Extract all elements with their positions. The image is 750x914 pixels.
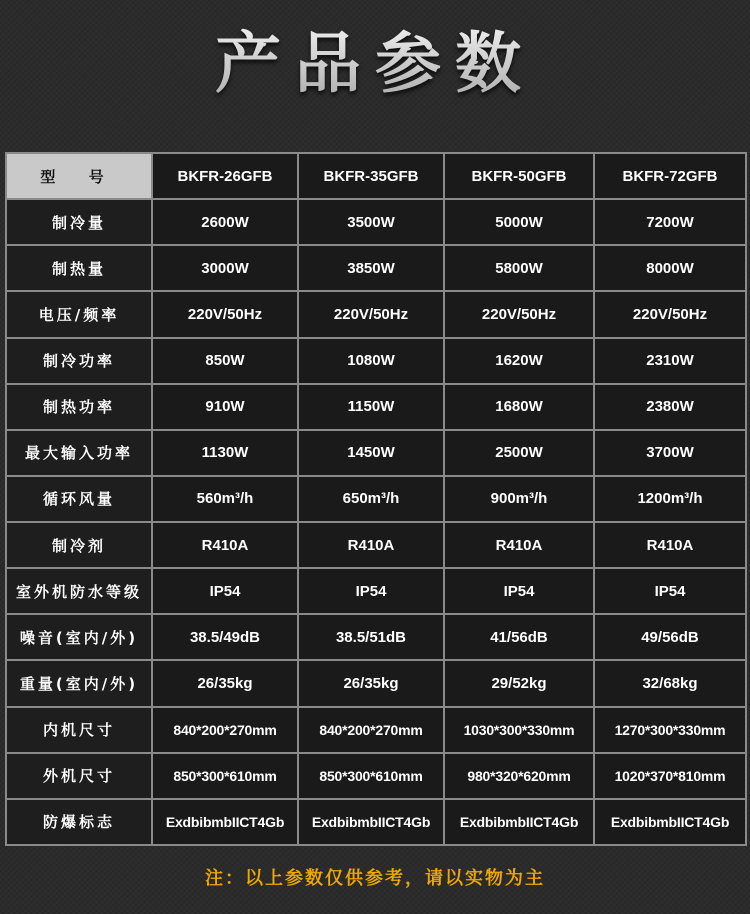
table-cell: IP54 [152,568,298,614]
table-row [6,660,746,706]
table-row [6,430,746,476]
table-header-row [6,153,746,199]
table-cell: IP54 [444,568,594,614]
table-cell: 840*200*270mm [152,707,298,753]
table-cell: 560m³/h [152,476,298,522]
model-name: BKFR-35GFB [298,153,444,199]
table-cell: 5800W [444,245,594,291]
table-cell: 1450W [298,430,444,476]
table-cell: 2310W [594,338,746,384]
table-cell: 900m³/h [444,476,594,522]
table-row [6,753,746,799]
table-cell: 1080W [298,338,444,384]
table-cell: R410A [152,522,298,568]
row-label: 制冷量 [6,199,152,245]
row-label: 最大输入功率 [6,430,152,476]
row-label: 制冷功率 [6,338,152,384]
table-cell: 850W [152,338,298,384]
table-cell: 220V/50Hz [298,291,444,337]
page-title: 产品参数 [0,22,750,106]
table-cell: 41/56dB [444,614,594,660]
table-cell: 26/35kg [152,660,298,706]
row-label: 循环风量 [6,476,152,522]
table-cell: 29/52kg [444,660,594,706]
table-cell: 220V/50Hz [444,291,594,337]
table-row [6,291,746,337]
table-row [6,245,746,291]
table-cell: ExdbibmbIICT4Gb [594,799,746,845]
table-cell: 1130W [152,430,298,476]
table-cell: 220V/50Hz [594,291,746,337]
table-row [6,199,746,245]
table-row [6,614,746,660]
table-cell: R410A [594,522,746,568]
table-row [6,707,746,753]
table-row [6,476,746,522]
table-cell: R410A [444,522,594,568]
row-label: 制热功率 [6,384,152,430]
table-cell: 850*300*610mm [152,753,298,799]
table-cell: 5000W [444,199,594,245]
table-cell: 38.5/49dB [152,614,298,660]
table-cell: 3850W [298,245,444,291]
table-cell: 3700W [594,430,746,476]
model-name: BKFR-26GFB [152,153,298,199]
table-cell: IP54 [594,568,746,614]
table-cell: 1680W [444,384,594,430]
table-cell: 910W [152,384,298,430]
table-row [6,338,746,384]
table-cell: 7200W [594,199,746,245]
model-header-label: 型 号 [6,153,152,199]
table-cell: 1030*300*330mm [444,707,594,753]
row-label: 制冷剂 [6,522,152,568]
table-cell: 1270*300*330mm [594,707,746,753]
row-label: 噪音(室内/外) [6,614,152,660]
table-cell: 49/56dB [594,614,746,660]
table-cell: 1150W [298,384,444,430]
table-cell: 38.5/51dB [298,614,444,660]
disclaimer-note: 注：以上参数仅供参考，请以实物为主 [205,868,545,889]
row-label: 制热量 [6,245,152,291]
table-cell: 850*300*610mm [298,753,444,799]
table-cell: ExdbibmbIICT4Gb [152,799,298,845]
table-cell: 1620W [444,338,594,384]
table-cell: 980*320*620mm [444,753,594,799]
table-cell: ExdbibmbIICT4Gb [298,799,444,845]
table-row [6,522,746,568]
row-label: 外机尺寸 [6,753,152,799]
table-cell: ExdbibmbIICT4Gb [444,799,594,845]
row-label: 重量(室内/外) [6,660,152,706]
table-cell: 220V/50Hz [152,291,298,337]
table-row [6,799,746,845]
model-name: BKFR-50GFB [444,153,594,199]
table-cell: 840*200*270mm [298,707,444,753]
table-cell: 1200m³/h [594,476,746,522]
row-label: 电压/频率 [6,291,152,337]
table-cell: 26/35kg [298,660,444,706]
table-cell: 2380W [594,384,746,430]
table-row [6,384,746,430]
table-cell: 8000W [594,245,746,291]
table-row [6,568,746,614]
table-cell: 2500W [444,430,594,476]
row-label: 防爆标志 [6,799,152,845]
spec-table [5,152,747,846]
table-cell: 650m³/h [298,476,444,522]
table-cell: R410A [298,522,444,568]
table-cell: 2600W [152,199,298,245]
row-label: 室外机防水等级 [6,568,152,614]
table-cell: 32/68kg [594,660,746,706]
table-cell: 3000W [152,245,298,291]
row-label: 内机尺寸 [6,707,152,753]
model-name: BKFR-72GFB [594,153,746,199]
table-cell: 3500W [298,199,444,245]
table-cell: 1020*370*810mm [594,753,746,799]
table-cell: IP54 [298,568,444,614]
